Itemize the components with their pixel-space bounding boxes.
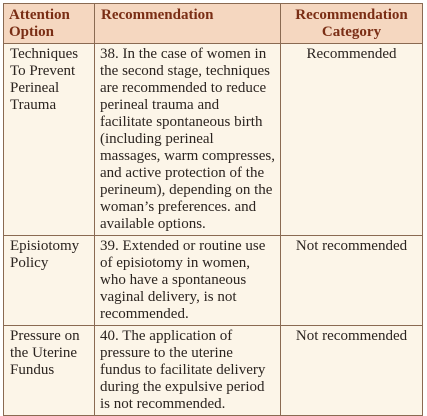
cell-attention-option: Pressure on the Uterine Fundus: [4, 326, 95, 416]
table-row: [4, 326, 423, 416]
table-row: [4, 236, 423, 326]
header-recommendation: Recommendation: [95, 4, 281, 44]
header-recommendation-category: Recommendation Category: [281, 4, 423, 44]
cell-recommendation-category: Not recommended: [281, 236, 423, 326]
header-attention-option: Attention Option: [4, 4, 95, 44]
table-row: [4, 44, 423, 236]
table-body: [4, 44, 423, 416]
recommendations-table: [3, 3, 423, 416]
cell-recommendation: 40. The application of pressure to the uterine fundus to facilitate delivery during the expulsive period is not recommended.: [95, 326, 281, 416]
cell-recommendation: 39. Extended or routine use of episiotomy in women, who have a spontaneous vaginal delivery, is not recommended.: [95, 236, 281, 326]
cell-attention-option: Episiotomy Policy: [4, 236, 95, 326]
cell-attention-option: Techniques To Prevent Perineal Trauma: [4, 44, 95, 236]
table-header: [4, 4, 423, 44]
cell-recommendation-category: Not recommended: [281, 326, 423, 416]
header-row: [4, 4, 423, 44]
cell-recommendation: 38. In the case of women in the second stage, techniques are recommended to reduce perineal trauma and facilitate spontaneous birth (including perineal massages, warm compresses, and active protection of the perineum), depending on the woman’s preferences. and available options.: [95, 44, 281, 236]
cell-recommendation-category: Recommended: [281, 44, 423, 236]
